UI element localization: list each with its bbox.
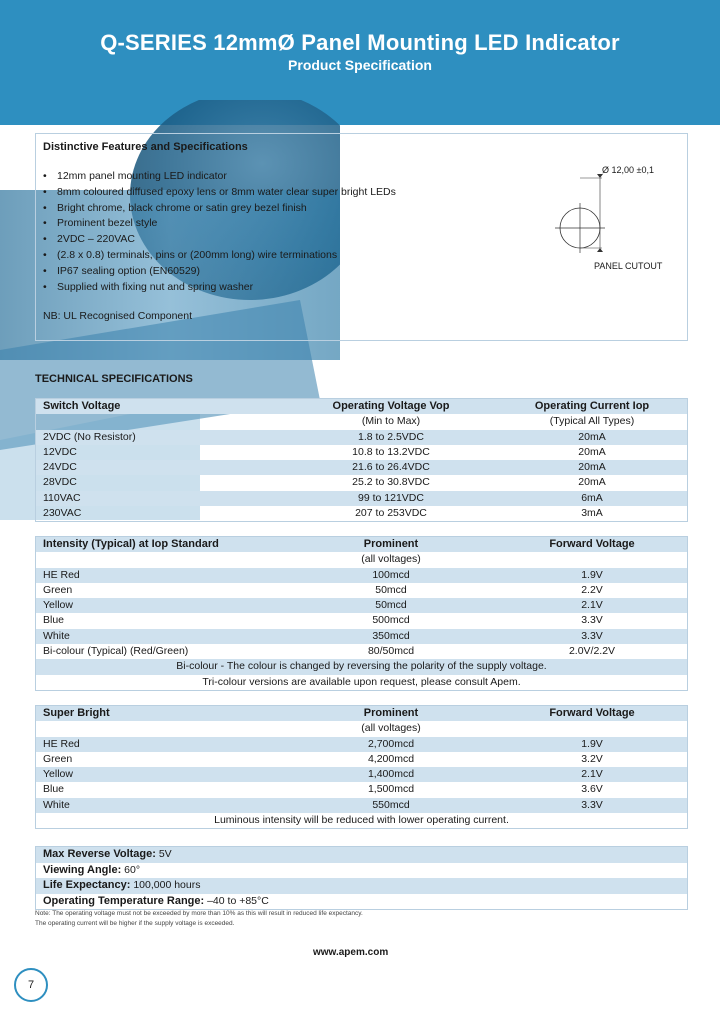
table-row bbox=[36, 506, 687, 521]
spec-label: Viewing Angle: bbox=[43, 863, 122, 876]
table-cell: White bbox=[43, 629, 70, 642]
header-cell: Switch Voltage bbox=[43, 400, 121, 412]
voltage-table bbox=[35, 398, 688, 522]
header-cell: Forward Voltage bbox=[549, 707, 635, 719]
table-cell: 207 to 253VDC bbox=[355, 507, 427, 520]
table-cell: 350mcd bbox=[372, 629, 410, 642]
table-row bbox=[36, 598, 687, 613]
website-link[interactable]: www.apem.com bbox=[313, 947, 389, 958]
intensity-table bbox=[35, 536, 688, 691]
spec-value: –40 to +85°C bbox=[204, 894, 269, 907]
list-item: • 8mm coloured diffused epoxy lens or 8mm water clear super bright LEDs bbox=[43, 185, 396, 201]
subheader-cell: (Typical All Types) bbox=[549, 415, 635, 428]
header-cell: Operating Voltage Vop bbox=[332, 400, 450, 412]
table-cell: 3.3V bbox=[581, 629, 603, 642]
page-subtitle: Product Specification bbox=[288, 57, 432, 73]
subheader-cell: (Min to Max) bbox=[361, 415, 421, 428]
features-list bbox=[43, 169, 396, 295]
table-subheader bbox=[36, 414, 687, 429]
table-row bbox=[36, 583, 687, 598]
spec-row bbox=[36, 894, 687, 910]
table-cell: 3.2V bbox=[581, 752, 603, 765]
table-cell: Yellow bbox=[43, 599, 73, 612]
table-cell: 50mcd bbox=[375, 599, 407, 612]
table-cell: 100mcd bbox=[372, 568, 410, 581]
table-cell: 25.2 to 30.8VDC bbox=[352, 476, 430, 489]
table-cell: 2VDC (No Resistor) bbox=[43, 430, 136, 443]
table-row bbox=[36, 491, 687, 506]
table-cell: 3mA bbox=[581, 507, 603, 520]
table-cell: 50mcd bbox=[375, 583, 407, 596]
table-row bbox=[36, 798, 687, 813]
table-note: Bi-colour - The colour is changed by reversing the polarity of the supply voltage. bbox=[176, 660, 547, 673]
table-cell: 10.8 to 13.2VDC bbox=[352, 445, 430, 458]
features-title: Distinctive Features and Specifications bbox=[43, 141, 248, 153]
table-note-row bbox=[36, 813, 687, 828]
list-item: • Supplied with fixing nut and spring washer bbox=[43, 280, 396, 296]
table-cell: 3.6V bbox=[581, 783, 603, 796]
table-row bbox=[36, 568, 687, 583]
header-cell: Super Bright bbox=[43, 707, 110, 719]
table-cell: 80/50mcd bbox=[367, 645, 415, 658]
table-row bbox=[36, 644, 687, 659]
table-subheader bbox=[36, 721, 687, 736]
table-cell: 3.3V bbox=[581, 614, 603, 627]
header-cell: Intensity (Typical) at Iop Standard bbox=[43, 538, 219, 550]
list-item: • IP67 sealing option (EN60529) bbox=[43, 264, 396, 280]
table-cell: 20mA bbox=[578, 430, 606, 443]
footnote-line: Note: The operating voltage must not be exceeded by more than 10% as this will result in reduced life expectancy. bbox=[35, 910, 363, 917]
table-row bbox=[36, 445, 687, 460]
spec-row bbox=[36, 847, 687, 863]
header-cell: Prominent bbox=[363, 707, 419, 719]
spec-row bbox=[36, 878, 687, 894]
table-cell: Green bbox=[43, 583, 73, 596]
table-cell: 1,500mcd bbox=[367, 783, 415, 796]
header-cell: Forward Voltage bbox=[549, 538, 635, 550]
table-cell: 1.8 to 2.5VDC bbox=[358, 430, 424, 443]
table-row bbox=[36, 613, 687, 628]
table-cell: 2.0V/2.2V bbox=[568, 645, 616, 658]
list-item: • Bright chrome, black chrome or satin grey bezel finish bbox=[43, 201, 396, 217]
table-cell: 4,200mcd bbox=[367, 752, 415, 765]
spec-row bbox=[36, 863, 687, 879]
table-cell: 6mA bbox=[581, 491, 603, 504]
table-cell: 20mA bbox=[578, 445, 606, 458]
table-subheader bbox=[36, 552, 687, 567]
cutout-label: PANEL CUTOUT bbox=[594, 261, 663, 271]
table-cell: 20mA bbox=[578, 461, 606, 474]
subheader-cell: (all voltages) bbox=[361, 722, 421, 735]
spec-value: 5V bbox=[155, 848, 172, 860]
cutout-dimension: Ø 12,00 ±0,1 bbox=[602, 165, 654, 175]
table-note: Tri-colour versions are available upon request, please consult Apem. bbox=[202, 675, 521, 688]
table-cell: 550mcd bbox=[372, 798, 410, 811]
table-cell: Green bbox=[43, 752, 73, 765]
table-cell: Bi-colour (Typical) (Red/Green) bbox=[43, 645, 189, 658]
list-item: • (2.8 x 0.8) terminals, pins or (200mm long) wire terminations bbox=[43, 248, 396, 264]
spec-label: Life Expectancy: bbox=[43, 879, 131, 891]
list-item: • 2VDC – 220VAC bbox=[43, 232, 396, 248]
table-header bbox=[36, 537, 687, 552]
table-cell: HE Red bbox=[43, 737, 80, 750]
list-item: • Prominent bezel style bbox=[43, 216, 396, 232]
table-cell: 21.6 to 26.4VDC bbox=[352, 461, 430, 474]
table-note: Luminous intensity will be reduced with lower operating current. bbox=[214, 814, 509, 827]
technical-specs-title: TECHNICAL SPECIFICATIONS bbox=[35, 373, 193, 385]
list-item: • 12mm panel mounting LED indicator bbox=[43, 169, 396, 185]
table-cell: 2.1V bbox=[581, 768, 603, 781]
table-cell: 1.9V bbox=[581, 737, 603, 750]
table-cell: Blue bbox=[43, 614, 65, 627]
table-cell: White bbox=[43, 798, 70, 811]
table-cell: 110VAC bbox=[43, 491, 81, 504]
nb-note: NB: UL Recognised Component bbox=[43, 310, 193, 322]
table-row bbox=[36, 737, 687, 752]
spec-value: 60° bbox=[121, 863, 141, 876]
table-cell: 500mcd bbox=[372, 614, 410, 627]
table-cell: 230VAC bbox=[43, 507, 82, 520]
table-note-row bbox=[36, 675, 687, 690]
table-row bbox=[36, 767, 687, 782]
table-cell: Yellow bbox=[43, 768, 73, 781]
page-number: 7 bbox=[14, 968, 48, 1002]
table-row bbox=[36, 752, 687, 767]
table-cell: 99 to 121VDC bbox=[358, 491, 424, 504]
table-cell: 1,400mcd bbox=[367, 768, 415, 781]
page-title: Q-SERIES 12mmØ Panel Mounting LED Indicator bbox=[100, 30, 620, 55]
header-cell: Prominent bbox=[363, 538, 419, 550]
table-cell: Blue bbox=[43, 783, 65, 796]
table-row bbox=[36, 782, 687, 797]
table-cell: 20mA bbox=[578, 476, 606, 489]
table-row bbox=[36, 475, 687, 490]
misc-specs-box bbox=[35, 846, 688, 910]
footnote-line: The operating current will be higher if the supply voltage is exceeded. bbox=[35, 920, 235, 927]
table-header bbox=[36, 399, 687, 414]
header-cell: Operating Current Iop bbox=[534, 400, 650, 412]
table-cell: HE Red bbox=[43, 568, 80, 581]
table-cell: 3.3V bbox=[581, 798, 603, 811]
subheader-cell: (all voltages) bbox=[361, 553, 421, 566]
spec-value: 100,000 hours bbox=[130, 879, 201, 891]
table-cell: 2.2V bbox=[581, 583, 603, 596]
spec-label: Max Reverse Voltage: bbox=[43, 848, 156, 860]
table-cell: 28VDC bbox=[43, 476, 77, 489]
table-row bbox=[36, 629, 687, 644]
table-row bbox=[36, 460, 687, 475]
footnotes bbox=[35, 909, 363, 929]
table-note-row bbox=[36, 659, 687, 674]
spec-label: Operating Temperature Range: bbox=[43, 894, 205, 907]
table-cell: 1.9V bbox=[581, 568, 603, 581]
table-cell: 12VDC bbox=[43, 445, 77, 458]
table-cell: 2.1V bbox=[581, 599, 603, 612]
table-header bbox=[36, 706, 687, 721]
table-row bbox=[36, 430, 687, 445]
table-cell: 2,700mcd bbox=[367, 737, 415, 750]
super-bright-table bbox=[35, 705, 688, 829]
table-cell: 24VDC bbox=[43, 461, 77, 474]
